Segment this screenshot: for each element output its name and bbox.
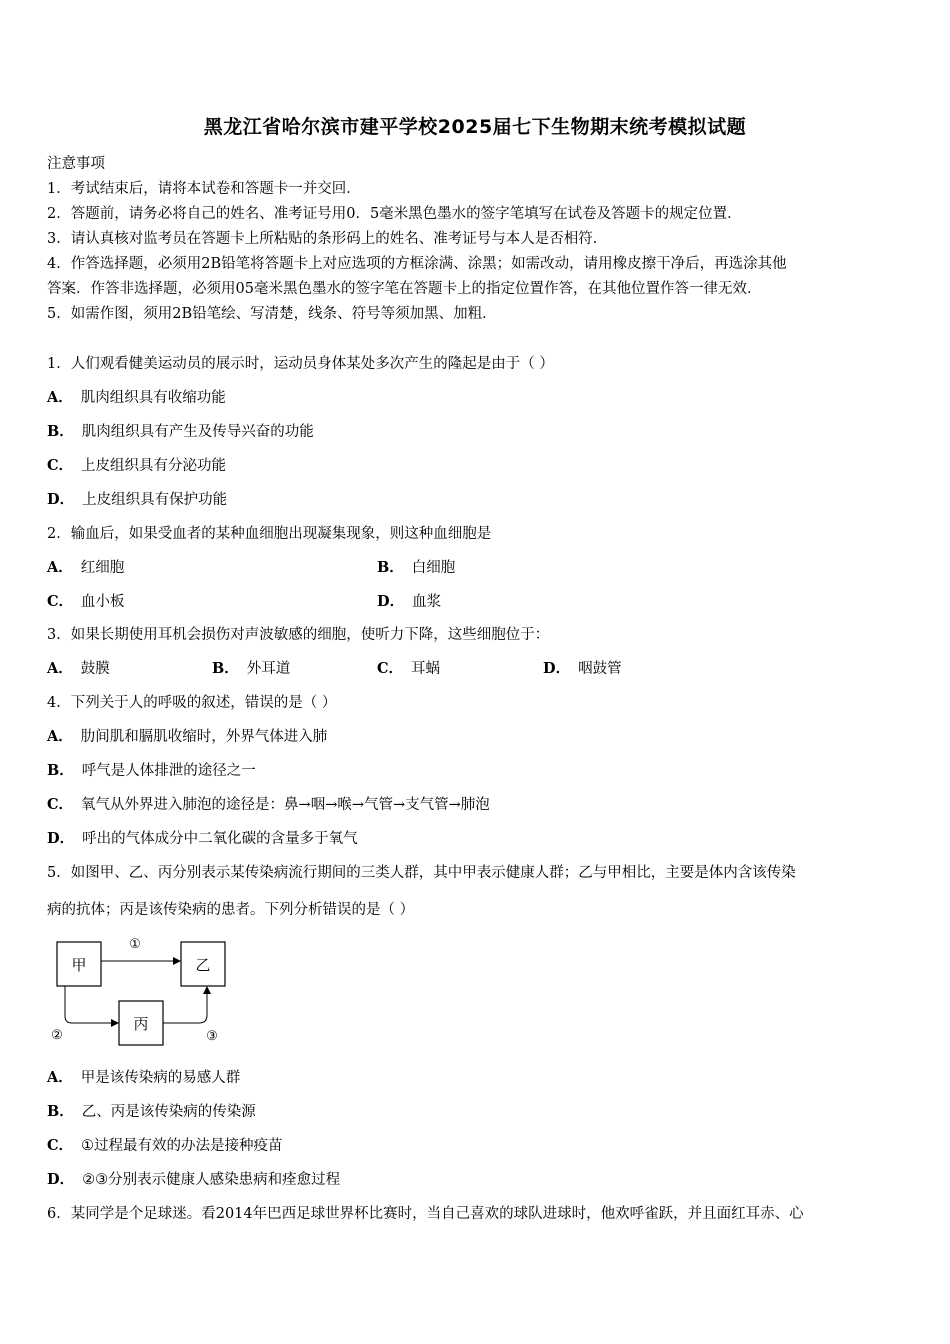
question-3-option-b: B． 外耳道 [212,660,291,677]
question-5-option-d: D． ②③分别表示健康人感染患病和痊愈过程 [47,1171,341,1188]
question-3-option-c: C． 耳蜗 [377,660,441,677]
infection-flow-diagram [47,928,237,1053]
question-2-option-c: C． 血小板 [47,593,125,610]
question-1-option-a: A． 肌肉组织具有收缩功能 [47,389,226,406]
question-4-option-c: C． 氧气从外界进入肺泡的途径是：鼻→咽→喉→气管→支气管→肺泡 [47,796,490,813]
question-2-option-a: A． 红细胞 [47,559,125,576]
question-1-option-d: D． 上皮组织具有保护功能 [47,491,228,508]
question-1-option-c: C． 上皮组织具有分泌功能 [47,457,227,474]
mark-3: ③ [206,1029,218,1044]
question-4-option-b: B． 呼气是人体排泄的途径之一 [47,762,256,779]
question-5-stem-line2: 病的抗体；丙是该传染病的患者。下列分析错误的是（ ） [47,902,415,918]
arrow-2 [65,986,118,1023]
question-5-option-a: A． 甲是该传染病的易感人群 [47,1069,241,1086]
question-4-stem: 4．下列关于人的呼吸的叙述，错误的是（ ） [47,695,337,711]
note-item: 答案．作答非选择题，必须用05毫米黑色墨水的签字笔在答题卡上的指定位置作答，在其他位置作答一律无效． [47,281,762,297]
question-4-option-a: A． 肋间肌和膈肌收缩时，外界气体进入肺 [47,728,328,745]
mark-1: ① [129,937,141,952]
question-6-stem: 6．某同学是个足球迷。看2014年巴西足球世界杯比赛时，当自己喜欢的球队进球时，他欢呼雀跃，并且面红耳赤、心 [47,1206,804,1222]
mark-2: ② [51,1028,63,1043]
question-1-stem: 1．人们观看健美运动员的展示时，运动员身体某处多次产生的隆起是由于（ ） [47,356,554,372]
box-bing-label: 丙 [133,1015,149,1033]
notes-heading: 注意事项 [47,156,105,172]
question-1-option-b: B． 肌肉组织具有产生及传导兴奋的功能 [47,423,314,440]
box-yi-label: 乙 [195,956,211,974]
question-2-option-b: B． 白细胞 [377,559,456,576]
box-jia-label: 甲 [71,956,87,974]
question-5-option-c: C． ①过程最有效的办法是接种疫苗 [47,1137,283,1154]
question-2-option-d: D． 血浆 [377,593,442,610]
question-3-stem: 3．如果长期使用耳机会损伤对声波敏感的细胞，使听力下降，这些细胞位于： [47,627,550,643]
question-3-option-d: D． 咽鼓管 [543,660,622,677]
question-3-option-a: A． 鼓膜 [47,660,110,677]
question-5-option-b: B． 乙、丙是该传染病的传染源 [47,1103,256,1120]
note-item: 3．请认真核对监考员在答题卡上所粘贴的条形码上的姓名、准考证号与本人是否相符． [47,231,608,247]
page-title: 黑龙江省哈尔滨市建平学校2025届七下生物期末统考模拟试题 [203,116,747,138]
arrow-3 [163,987,207,1023]
question-4-option-d: D． 呼出的气体成分中二氧化碳的含量多于氧气 [47,830,358,847]
note-item: 5．如需作图，须用2B铅笔绘、写清楚，线条、符号等须加黑、加粗． [47,306,497,322]
note-item: 1．考试结束后，请将本试卷和答题卡一并交回． [47,181,361,197]
question-2-stem: 2．输血后，如果受血者的某种血细胞出现凝集现象，则这种血细胞是 [47,526,492,542]
question-5-stem-line1: 5．如图甲、乙、丙分别表示某传染病流行期间的三类人群，其中甲表示健康人群；乙与甲相比，主要是体内含该传染 [47,865,796,881]
note-item: 4．作答选择题，必须用2B铅笔将答题卡上对应选项的方框涂满、涂黑；如需改动，请用橡皮擦干净后，再选涂其他 [47,256,787,272]
note-item: 2．答题前，请务必将自己的姓名、准考证号用0．5毫米黑色墨水的签字笔填写在试卷及答题卡的规定位置． [47,206,742,222]
